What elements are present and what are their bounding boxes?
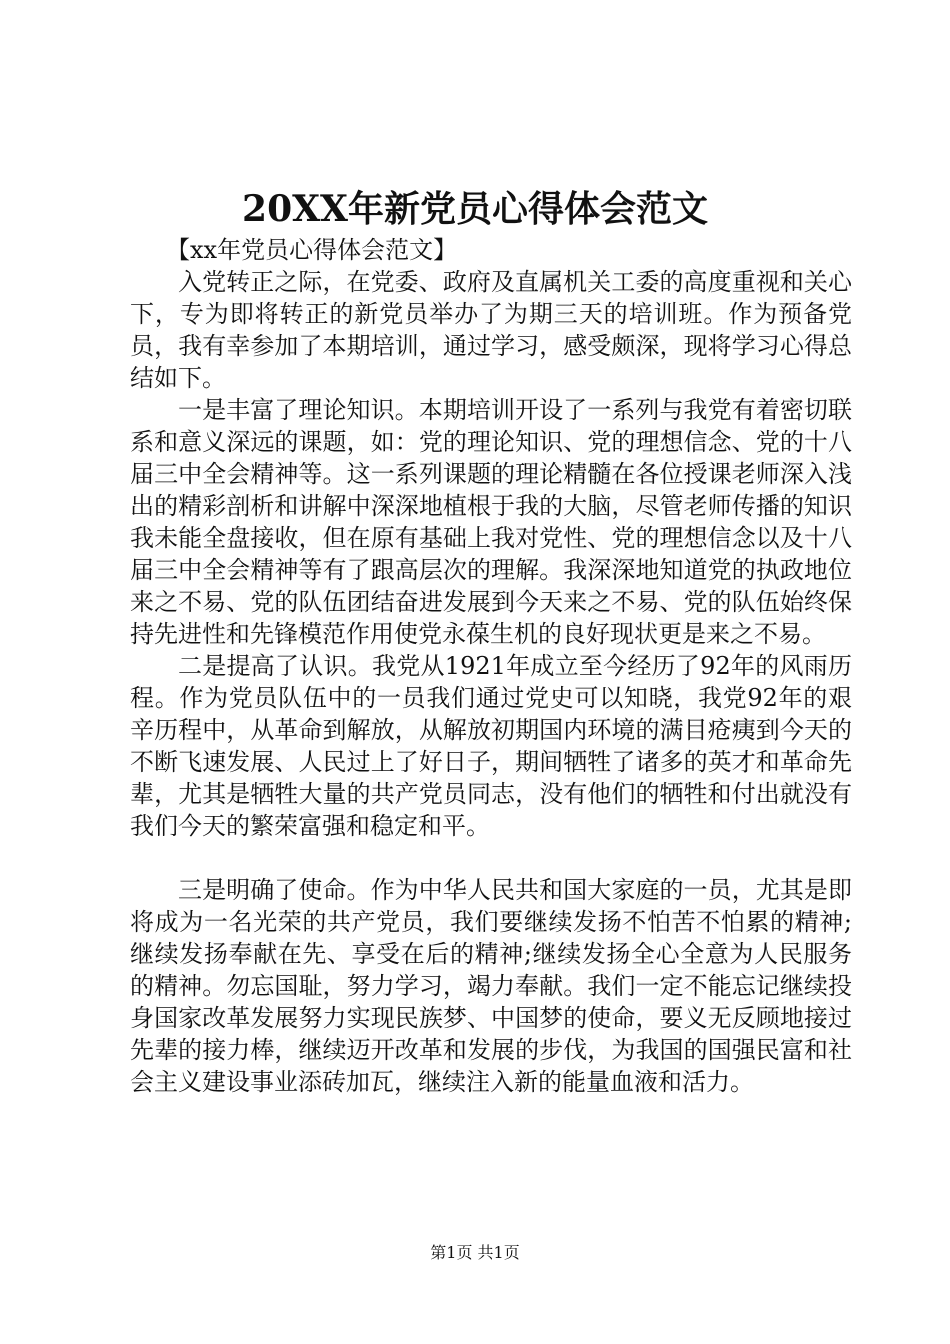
document-subtitle: 【xx年党员心得体会范文】 [166, 236, 458, 264]
paragraph-theory: 一是丰富了理论知识。本期培训开设了一系列与我党有着密切联系和意义深远的课题，如：党的理论知识、党的理想信念、党的十八届三中全会精神等。这一系列课题的理论精髓在各位授课老师深入浅出的精彩剖析和讲解中深深地植根于我的大脑，尽管老师传播的知识我未能全盘接收，但在原有基础上我对党性、党的理想信念以及十八届三中全会精神等有了跟高层次的理解。我深深地知道党的执政地位来之不易、党的队伍团结奋进发展到今天来之不易、党的队伍始终保持先进性和先锋模范作用使党永葆生机的良好现状更是来之不易。 [130, 396, 852, 648]
page-number-footer: 第1页 共1页 [430, 1243, 520, 1262]
paragraph-intro: 入党转正之际，在党委、政府及直属机关工委的高度重视和关心下，专为即将转正的新党员举办了为期三天的培训班。作为预备党员，我有幸参加了本期培训，通过学习，感受颇深，现将学习心得总结如下。 [130, 268, 852, 392]
paragraph-understanding: 二是提高了认识。我党从1921年成立至今经历了92年的风雨历程。作为党员队伍中的一员我们通过党史可以知晓，我党92年的艰辛历程中，从革命到解放，从解放初期国内环境的满目疮痍到今天的不断飞速发展、人民过上了好日子，期间牺牲了诸多的英才和革命先辈，尤其是牺牲大量的共产党员同志，没有他们的牺牲和付出就没有我们今天的繁荣富强和稳定和平。 [130, 652, 852, 840]
document-body [130, 234, 852, 1098]
document-title: 20XX年新党员心得体会范文 [242, 188, 708, 230]
paragraph-spacer [130, 842, 852, 874]
paragraph-mission: 三是明确了使命。作为中华人民共和国大家庭的一员，尤其是即将成为一名光荣的共产党员，我们要继续发扬不怕苦不怕累的精神;继续发扬奉献在先、享受在后的精神;继续发扬全心全意为人民服务的精神。勿忘国耻，努力学习，竭力奉献。我们一定不能忘记继续投身国家改革发展努力实现民族梦、中国梦的使命，要义无反顾地接过先辈的接力棒，继续迈开改革和发展的步伐，为我国的国强民富和社会主义建设事业添砖加瓦，继续注入新的能量血液和活力。 [130, 876, 852, 1096]
